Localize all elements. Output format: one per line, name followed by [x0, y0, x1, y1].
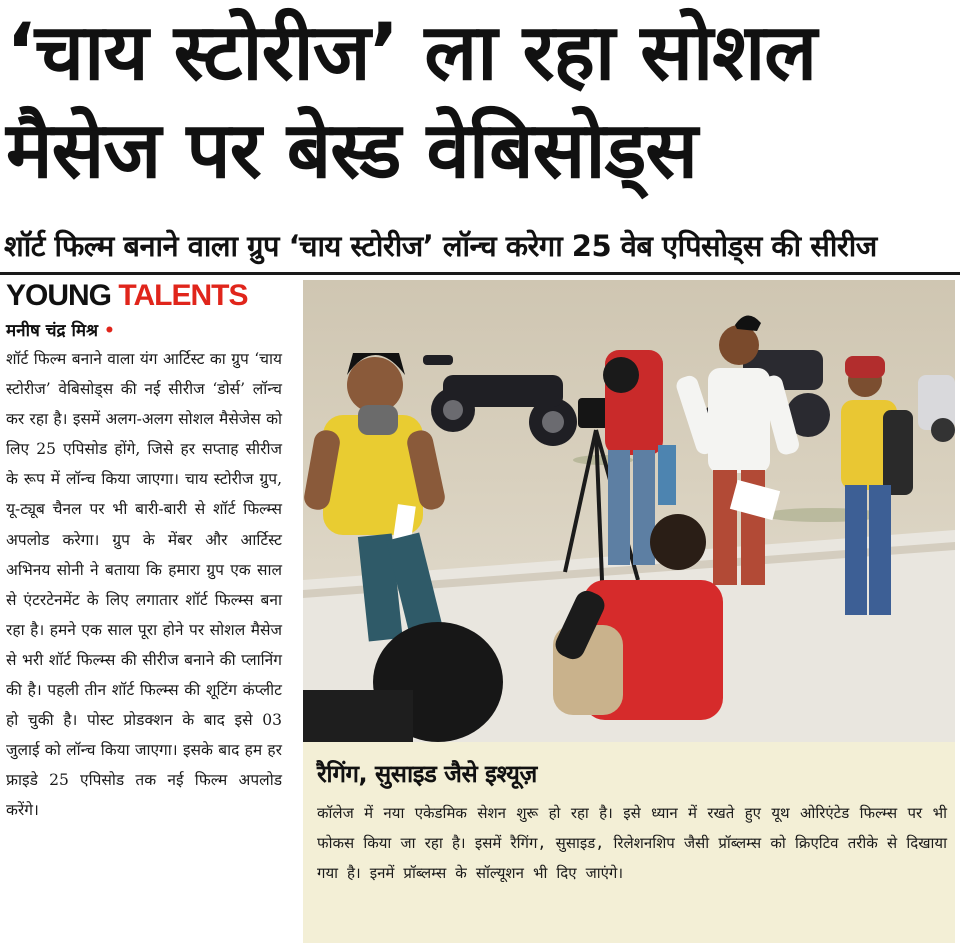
author-name: मनीष चंद्र मिश्र	[6, 321, 99, 341]
sidebox	[303, 742, 955, 943]
kicker-talents: TALENTS	[118, 279, 248, 312]
section-divider	[0, 272, 960, 275]
sidebox-title: रैगिंग, सुसाइड जैसे इश्यूज़	[317, 760, 537, 788]
sidebox-text: कॉलेज में नया एकेडमिक सेशन शुरू हो रहा है। इसे ध्यान में रखते हुए यूथ ओरिएंटेड फिल्म्स पर भी फोकस किया जा रहा है। इसमें रैगिंग, सुसाइड, रिलेशनशिप जैसी प्रॉब्लम्स को क्रिएटिव तरीके से दिखाया गया है। इनमें प्रॉब्लम्स के सॉल्यूशन भी दिए जाएंगे।	[317, 804, 947, 882]
headline-line-1: ‘चाय स्टोरीज’ ला रहा सोशल	[6, 8, 817, 98]
section-kicker	[6, 278, 247, 314]
subheadline: शॉर्ट फिल्म बनाने वाला ग्रुप ‘चाय स्टोरीज’ लॉन्च करेगा 25 वेब एपिसोड्स की सीरीज	[4, 229, 877, 263]
film-shoot-photo	[303, 280, 955, 742]
article-body: शॉर्ट फिल्म बनाने वाला यंग आर्टिस्ट का ग्रुप ‘चाय स्टोरीज’ वेबिसोड्स की नई सीरीज ‘डोर्स’ लॉन्च कर रहा है। इसमें अलग-अलग सोशल मैसेजेस को लिए 25 एपिसोड होंगे, जिसे हर सप्ताह सीरीज के रूप में लॉन्च किया जाएगा। चाय स्टोरीज ग्रुप, यू-ट्यूब चैनल पर भी बारी-बारी से शॉर्ट फिल्म्स अपलोड करेगा। ग्रुप के मेंबर और आर्टिस्ट अभिनय सोनी ने बताया कि हमारा ग्रुप एक साल से एंटरटेनमेंट के लिए लगातार शॉर्ट फिल्म्स बना रहा है। हमने एक साल पूरा होने पर सोशल मैसेज से भरी शॉर्ट फिल्म्स की सीरीज बनाने की प्लानिंग की है। पहली तीन शॉर्ट फिल्म्स की शूटिंग कंप्लीट हो चुकी है। पोस्ट प्रोडक्शन के बाद इसे 03 जुलाई को लॉन्च किया जाएगा। इसके बाद हम हर फ्राइडे 25 एपिसोड तक नई फिल्म अपलोड करेंगे।	[6, 350, 282, 820]
article-photo	[303, 280, 955, 742]
byline-separator: •	[104, 321, 115, 341]
byline	[6, 318, 115, 344]
kicker-young: YOUNG	[6, 279, 112, 312]
headline-line-2: मैसेज पर बेस्ड वेबिसोड्स	[6, 106, 698, 196]
headline	[6, 4, 956, 200]
